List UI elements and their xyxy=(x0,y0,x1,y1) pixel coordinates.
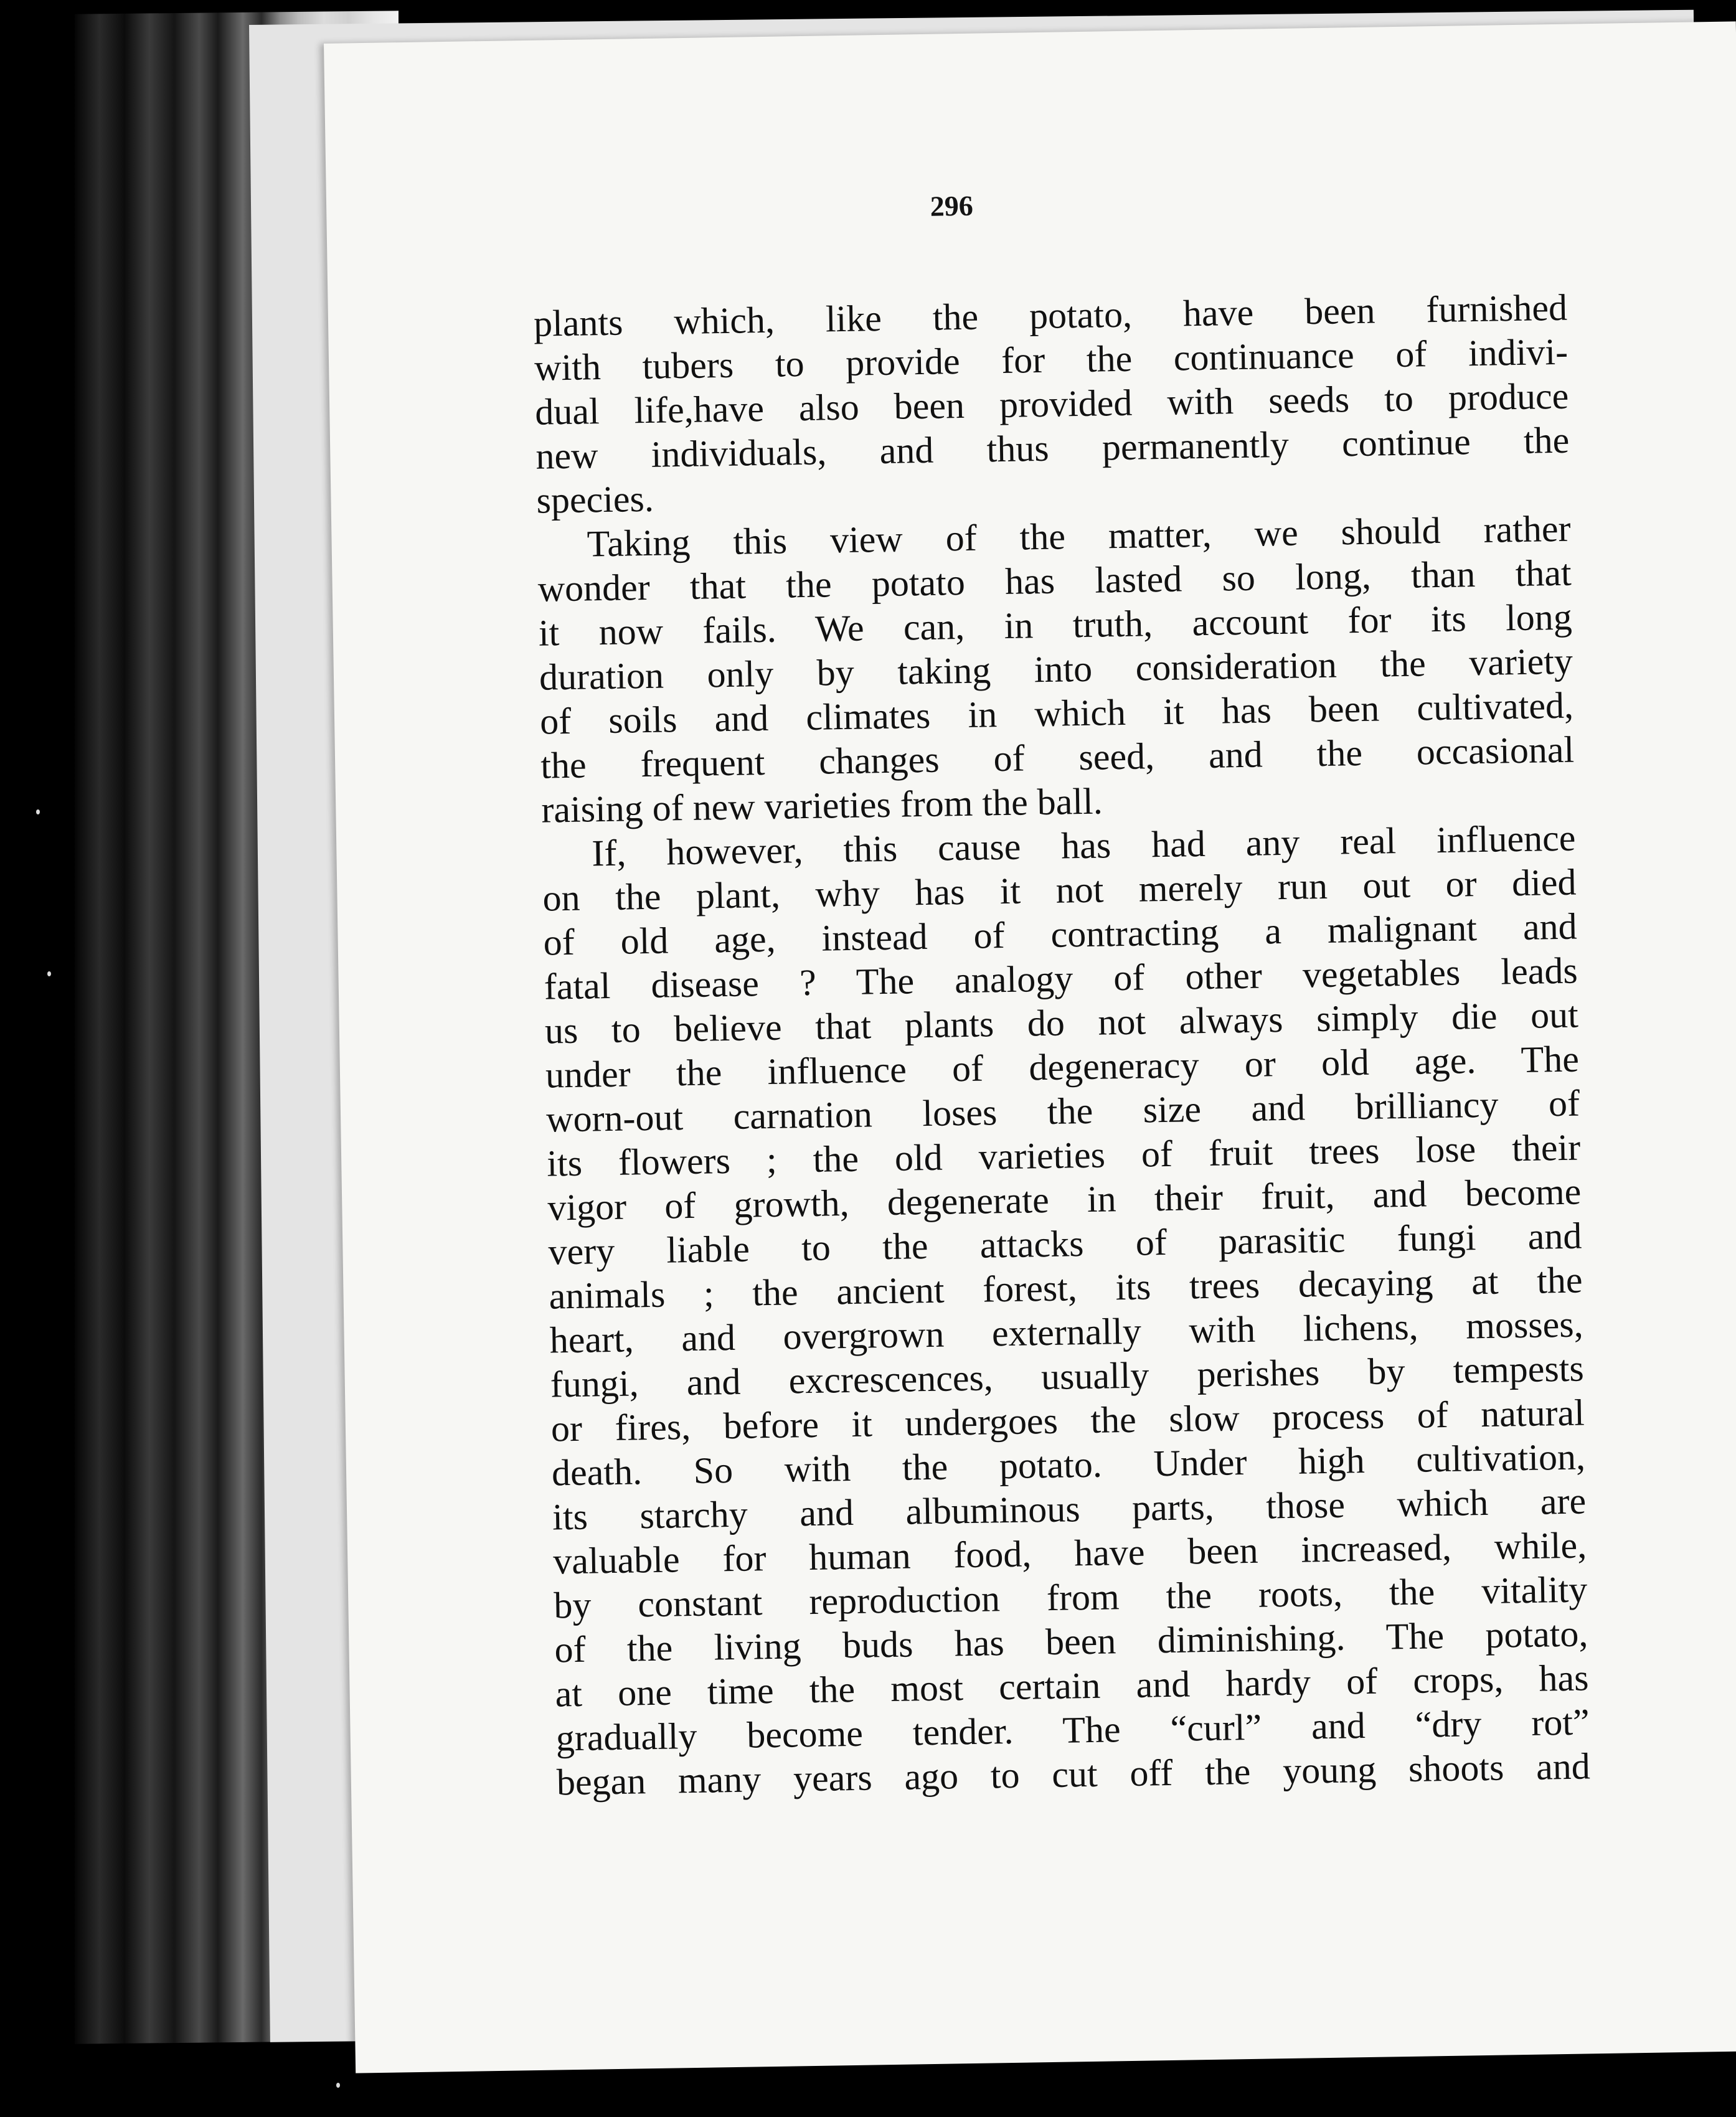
dust-speck xyxy=(36,809,40,814)
text-line: of old age, instead of contracting a malignant and xyxy=(543,905,1578,963)
text-line: fatal disease ? The analogy of other vegetables leads xyxy=(544,950,1578,1007)
page-number: 296 xyxy=(930,189,974,222)
text-line: its starchy and albuminous parts, those which are xyxy=(552,1480,1587,1538)
text-line: the frequent changes of seed, and the occasional xyxy=(540,728,1575,786)
text-line: fungi, and excrescences, usually perishes by tempests xyxy=(550,1347,1585,1405)
text-line: gradually become tender. The “curl” and “dry rot” xyxy=(555,1701,1590,1759)
dust-speck xyxy=(47,971,51,976)
text-line: of the living buds has been diminishing. The potato, xyxy=(554,1613,1588,1671)
text-line: us to believe that plants do not always simply die out xyxy=(544,994,1579,1052)
text-line: new individuals, and thus permanently continue the xyxy=(535,419,1570,477)
text-line: species. xyxy=(536,478,654,521)
text-line: or fires, before it undergoes the slow process of natural xyxy=(550,1392,1585,1450)
text-line: with tubers to provide for the continuance of indivi- xyxy=(534,331,1569,389)
text-line: valuable for human food, have been increased, while, xyxy=(552,1524,1587,1582)
text-line: worn-out carnation loses the size and brilliancy of xyxy=(545,1082,1580,1140)
text-line: death. So with the potato. Under high cultivation, xyxy=(551,1436,1586,1494)
text-line: Taking this view of the matter, we should rather xyxy=(587,507,1571,565)
text-line: began many years ago to cut off the young shoots and xyxy=(556,1745,1591,1803)
text-line: by constant reproduction from the roots, the vitality xyxy=(553,1568,1588,1626)
text-line: at one time the most certain and hardy of crops, has xyxy=(555,1657,1589,1715)
text-line: vigor of growth, degenerate in their fruit, and become xyxy=(547,1171,1582,1228)
text-line: on the plant, why has it not merely run out or died xyxy=(542,861,1577,919)
text-line: of soils and climates in which it has been cultivated, xyxy=(539,684,1574,742)
text-line: If, however, this cause has had any real influence xyxy=(591,817,1576,874)
text-line: duration only by taking into consideration the variety xyxy=(539,640,1573,698)
dust-speck xyxy=(336,2083,340,2088)
text-line: raising of new varieties from the ball. xyxy=(540,780,1103,831)
text-line: heart, and overgrown externally with lichens, mosses, xyxy=(549,1303,1584,1361)
book-page xyxy=(324,21,1736,2073)
text-line: under the influence of degeneracy or old age. The xyxy=(545,1038,1580,1096)
text-line: its flowers ; the old varieties of fruit trees lose their xyxy=(546,1126,1581,1184)
text-line: it now fails. We can, in truth, account for its long xyxy=(538,596,1573,654)
text-line: wonder that the potato has lasted so long, than that xyxy=(537,552,1572,610)
text-line: plants which, like the potato, have been furnished xyxy=(533,286,1568,344)
body-text xyxy=(534,286,1591,1805)
text-line: dual life,have also been provided with seeds to produce xyxy=(534,375,1569,433)
text-line: very liable to the attacks of parasitic fungi and xyxy=(548,1215,1582,1273)
text-line: animals ; the ancient forest, its trees decaying at the xyxy=(549,1259,1583,1317)
